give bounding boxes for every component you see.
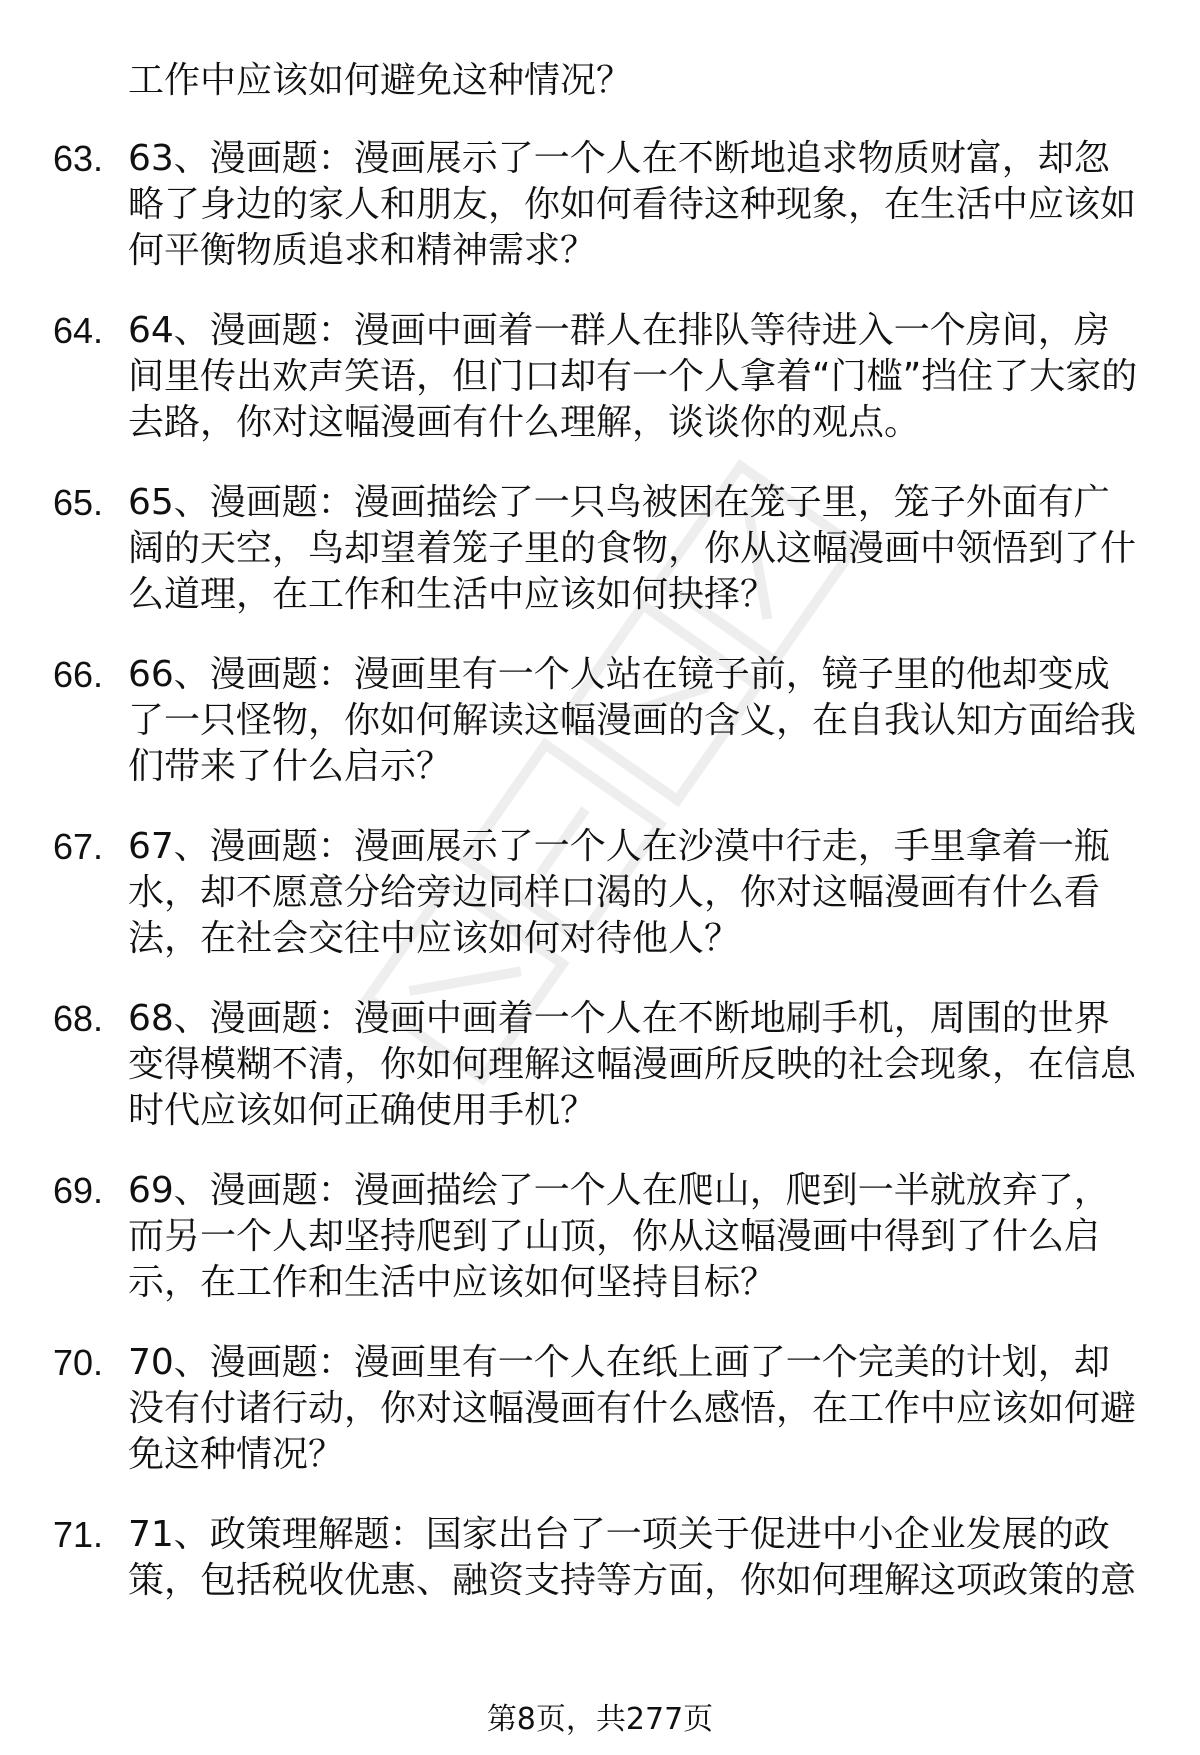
question-number: 65. <box>53 482 104 523</box>
question-text: 68、漫画题：漫画中画着一个人在不断地刷手机，周围的世界变得模糊不清，你如何理解这幅漫画所反映的社会现象，在信息时代应该如何正确使用手机？ <box>128 998 1137 1131</box>
question-number: 64. <box>53 310 104 351</box>
question-text: 63、漫画题：漫画展示了一个人在不断地追求物质财富，却忽略了身边的家人和朋友，你如何看待这种现象，在生活中应该如何平衡物质追求和精神需求？ <box>128 138 1137 271</box>
question-number: 68. <box>53 998 104 1039</box>
question-text: 64、漫画题：漫画中画着一群人在排队等待进入一个房间，房间里传出欢声笑语，但门口却有一个人拿着“门槛”挡住了大家的去路，你对这幅漫画有什么理解，谈谈你的观点。 <box>128 310 1138 443</box>
list-item <box>0 136 1200 274</box>
question-text: 66、漫画题：漫画里有一个人站在镜子前，镜子里的他却变成了一只怪物，你如何解读这幅漫画的含义，在自我认知方面给我们带来了什么启示？ <box>128 654 1137 787</box>
continued-question-text: 工作中应该如何避免这种情况？ <box>128 60 633 101</box>
list-item <box>0 1340 1200 1478</box>
question-number: 70. <box>53 1342 104 1383</box>
question-list <box>0 136 1200 1684</box>
list-item <box>0 652 1200 790</box>
question-number: 67. <box>53 826 104 867</box>
list-item <box>0 480 1200 618</box>
page-footer: 第8页，共277页 <box>486 1702 714 1737</box>
question-number: 66. <box>53 654 104 695</box>
list-item <box>0 1512 1200 1650</box>
question-text: 71、政策理解题：国家出台了一项关于促进中小企业发展的政策，包括税收优惠、融资支持等方面，你如何理解这项政策的意 <box>128 1514 1137 1601</box>
question-text: 69、漫画题：漫画描绘了一个人在爬山，爬到一半就放弃了，而另一个人却坚持爬到了山顶，你从这幅漫画中得到了什么启示，在工作和生活中应该如何坚持目标？ <box>128 1170 1110 1303</box>
question-number: 63. <box>53 138 104 179</box>
list-item <box>0 824 1200 962</box>
question-number: 69. <box>53 1170 104 1211</box>
list-item <box>0 308 1200 446</box>
list-item <box>0 1168 1200 1306</box>
question-text: 70、漫画题：漫画里有一个人在纸上画了一个完美的计划，却没有付诸行动，你对这幅漫画有什么感悟，在工作中应该如何避免这种情况？ <box>128 1342 1137 1475</box>
question-text: 65、漫画题：漫画描绘了一只鸟被困在笼子里，笼子外面有广阔的天空，鸟却望着笼子里的食物，你从这幅漫画中领悟到了什么道理，在工作和生活中应该如何抉择？ <box>128 482 1137 615</box>
question-text: 67、漫画题：漫画展示了一个人在沙漠中行走，手里拿着一瓶水，却不愿意分给旁边同样口渴的人，你对这幅漫画有什么看法，在社会交往中应该如何对待他人？ <box>128 826 1110 959</box>
question-number: 71. <box>53 1514 104 1555</box>
list-item <box>0 996 1200 1134</box>
